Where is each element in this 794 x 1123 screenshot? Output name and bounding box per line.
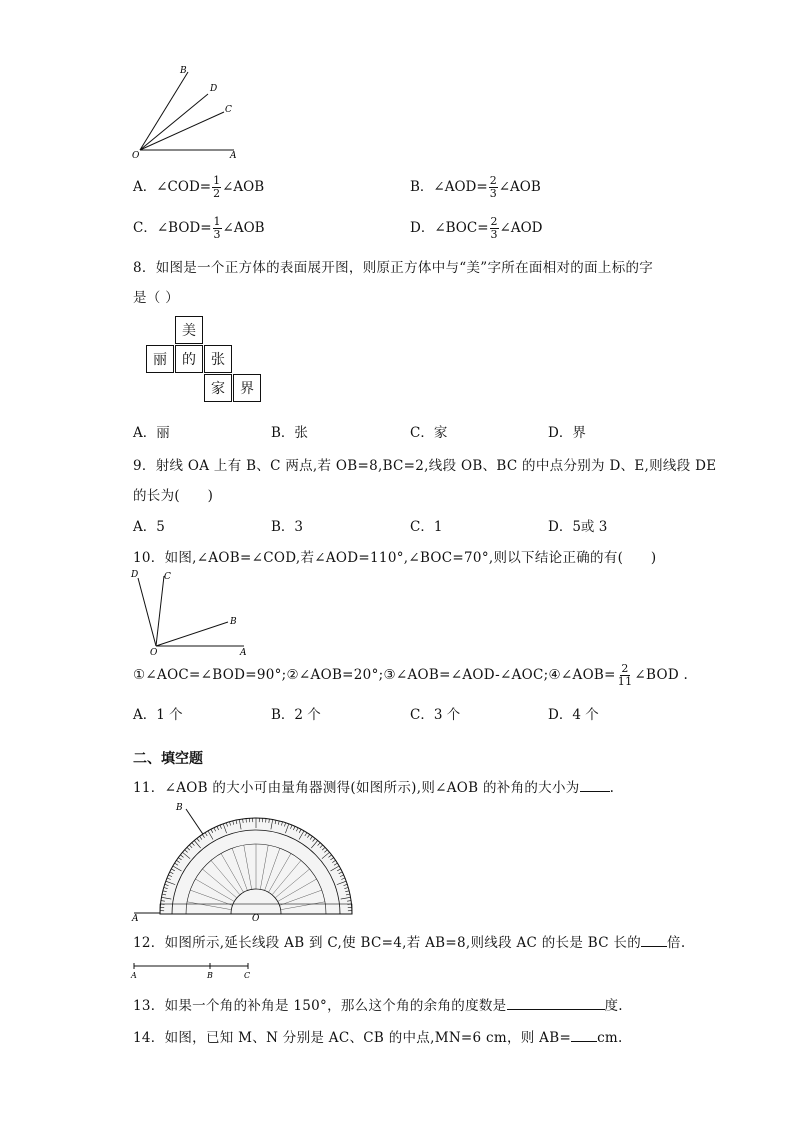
net-cell-jie: 界 (233, 374, 261, 402)
q7-option-d[interactable]: D．∠BOC= $\frac{2}{3}$ ∠AOD (410, 215, 543, 241)
net-cell-zhang: 张 (204, 345, 232, 373)
net-cell-mei: 美 (175, 316, 203, 344)
label-D: D (210, 84, 218, 94)
q14-stem: 14．如图，已知 M、N 分别是 AC、CB 的中点,MN=6 cm，则 AB= cm. (133, 1030, 623, 1046)
label-B: B (207, 971, 213, 980)
protractor-figure (128, 800, 368, 922)
q10-option-d[interactable]: D．4 个 (548, 707, 599, 723)
q9-option-c[interactable]: C．1 (410, 519, 443, 535)
label-C: C (164, 572, 171, 582)
q7-option-c[interactable]: C．∠BOD= $\frac{1}{3}$ ∠AOB (133, 215, 265, 241)
q9-stem-line1: 9．射线 OA 上有 B、C 两点,若 OB=8,BC=2,线段 OB、BC 的中点分别为 D、E,则线段 DE (133, 458, 717, 474)
label-C: C (244, 971, 251, 980)
q8-option-a[interactable]: A．丽 (133, 425, 170, 441)
net-cell-de: 的 (175, 345, 203, 373)
q7-option-a[interactable]: A．∠COD= $\frac{1}{2}$ ∠AOB (133, 174, 265, 200)
label-A: A (240, 648, 247, 656)
label-D: D (131, 570, 139, 580)
q10-option-a[interactable]: A．1 个 (133, 707, 183, 723)
q13-answer-blank[interactable] (507, 997, 605, 1010)
q12-stem: 12．如图所示,延长线段 AB 到 C,使 BC=4,若 AB=8,则线段 AC 的长是 BC 长的 倍. (133, 935, 686, 951)
label-O: O (150, 648, 158, 656)
q11-answer-blank[interactable] (580, 779, 610, 792)
q9-option-a[interactable]: A．5 (133, 519, 165, 535)
q10-option-b[interactable]: B．2 个 (271, 707, 321, 723)
net-cell-jia: 家 (204, 374, 232, 402)
label-O: O (252, 914, 260, 922)
q14-answer-blank[interactable] (571, 1029, 597, 1042)
q13-stem: 13．如果一个角的补角是 150°，那么这个角的余角的度数是 度. (133, 998, 623, 1014)
label-A: A (131, 971, 137, 980)
label-B: B (180, 66, 187, 76)
q8-stem-line1: 8．如图是一个正方体的表面展开图，则原正方体中与“美”字所在面相对的面上标的字 (133, 260, 654, 276)
q8-option-d[interactable]: D．界 (548, 425, 586, 441)
q10-statements: ①∠AOC=∠BOD=90°;②∠AOB=20°;③∠AOB=∠AOD-∠AOC;④∠AOB= $\frac{2}{11}$ ∠BOD . (133, 662, 689, 688)
cube-net-figure (146, 316, 266, 406)
q11-stem: 11．∠AOB 的大小可由量角器测得(如图所示),则∠AOB 的补角的大小为 . (133, 780, 615, 796)
q10-option-c[interactable]: C．3 个 (410, 707, 461, 723)
label-B: B (230, 617, 237, 627)
q8-option-c[interactable]: C．家 (410, 425, 448, 441)
section-heading-fill-blank: 二、填空题 (133, 751, 203, 767)
label-A: A (230, 151, 237, 161)
q8-option-b[interactable]: B．张 (271, 425, 308, 441)
label-A: A (132, 914, 139, 922)
q9-option-d[interactable]: D．5或 3 (548, 519, 608, 535)
segment-figure-q12 (130, 958, 255, 980)
q9-option-b[interactable]: B．3 (271, 519, 304, 535)
label-C: C (225, 105, 232, 115)
q7-option-b[interactable]: B．∠AOD= $\frac{2}{3}$ ∠AOB (410, 174, 541, 200)
angle-figure-q10 (128, 566, 253, 656)
net-cell-li: 丽 (146, 345, 174, 373)
q12-answer-blank[interactable] (641, 934, 667, 947)
label-O: O (132, 151, 140, 161)
q8-stem-line2: 是（ ） (133, 290, 179, 306)
q10-stem: 10．如图,∠AOB=∠COD,若∠AOD=110°,∠BOC=70°,则以下结论正确的有( ) (133, 550, 657, 566)
label-B: B (176, 803, 183, 813)
q9-stem-line2: 的长为( ) (133, 488, 214, 504)
angle-figure-q7 (128, 62, 248, 162)
